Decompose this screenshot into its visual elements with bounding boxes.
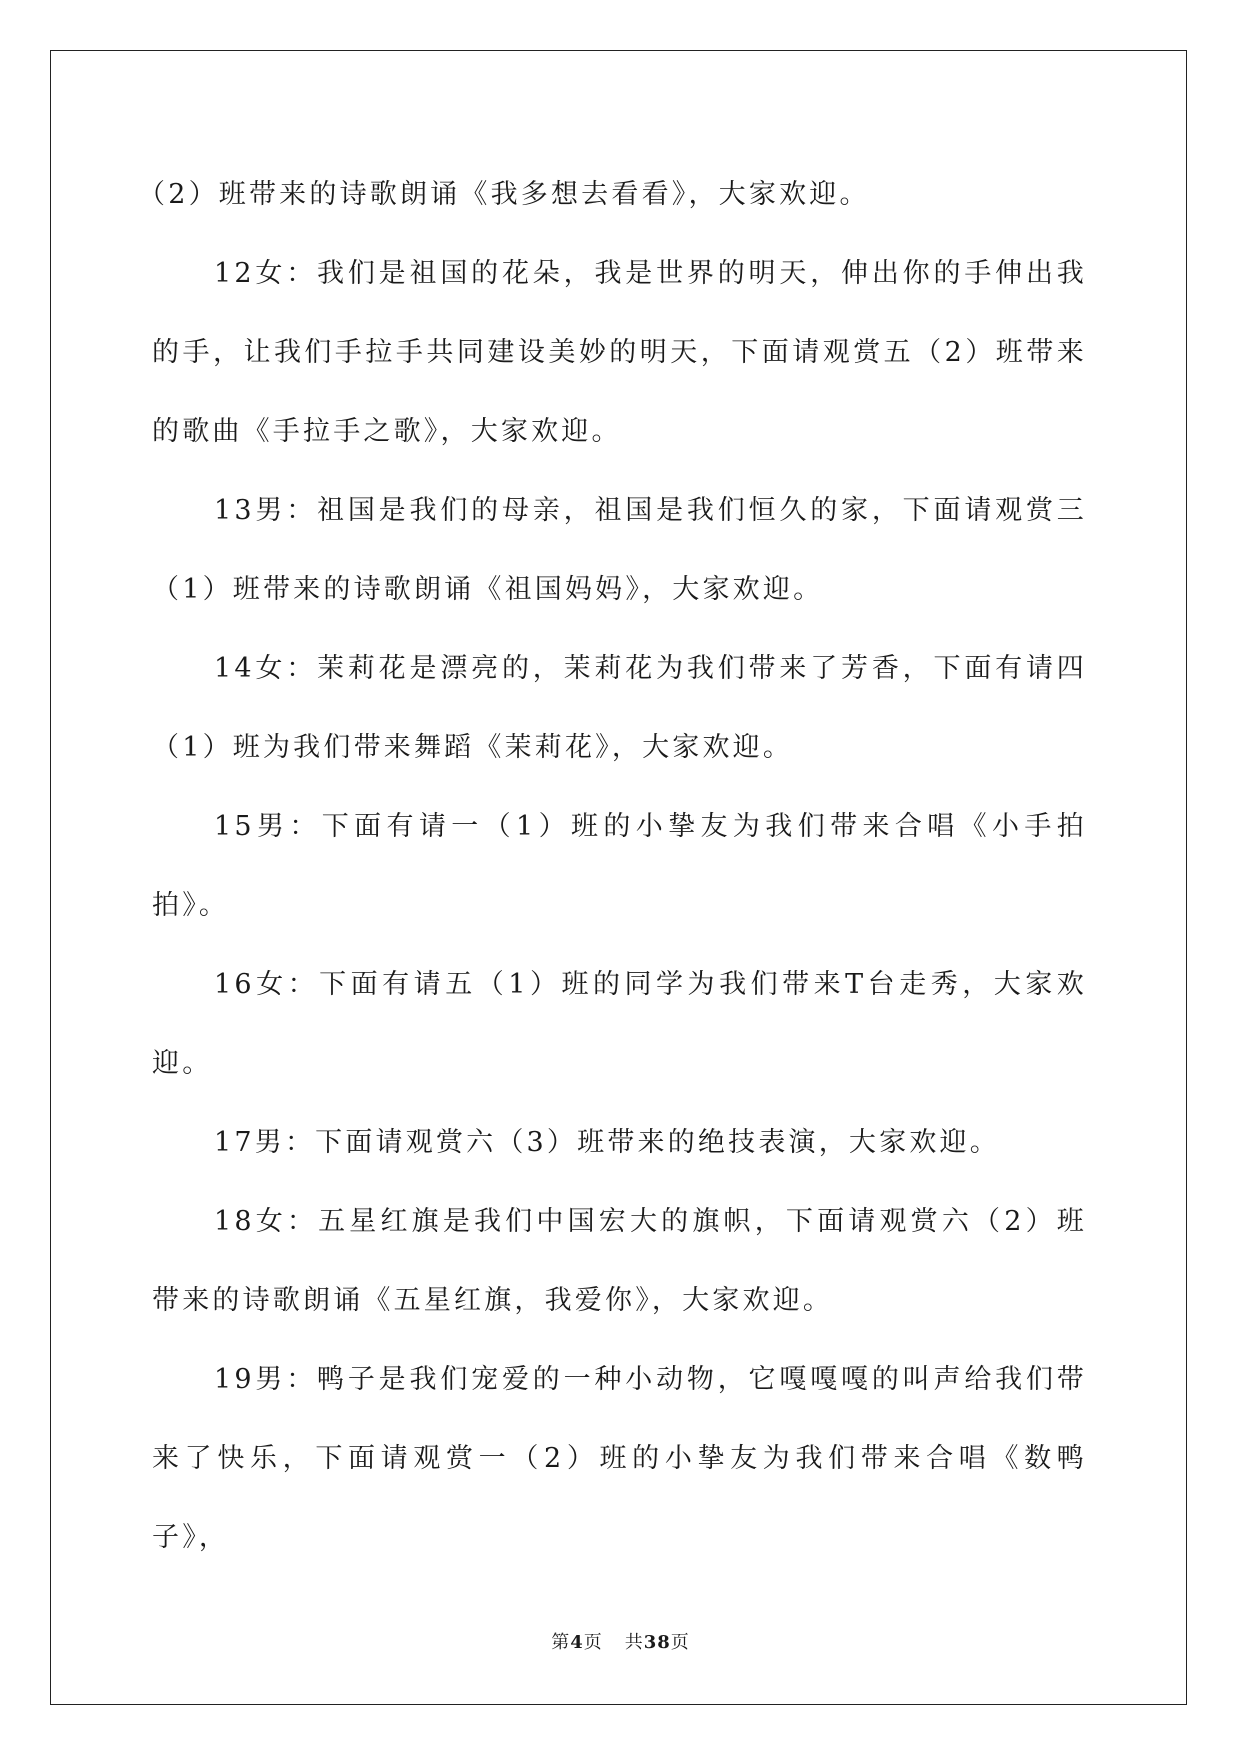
total-pages: 38 [643, 1632, 671, 1653]
paragraph-3: 13男：祖国是我们的母亲，祖国是我们恒久的家，下面请观赏三（1）班带来的诗歌朗诵《祖国妈妈》，大家欢迎。 [152, 495, 1087, 605]
page-footer [0, 1628, 1241, 1654]
total-prefix: 共 [624, 1632, 644, 1653]
paragraph-2: 12女：我们是祖国的花朵，我是世界的明天，伸出你的手伸出我的手，让我们手拉手共同建设美妙的明天，下面请观赏五（2）班带来的歌曲《手拉手之歌》，大家欢迎。 [152, 258, 1087, 447]
page-suffix: 页 [583, 1632, 603, 1653]
paragraph-1: （2）班带来的诗歌朗诵《我多想去看看》，大家欢迎。 [138, 179, 870, 210]
total-suffix: 页 [670, 1632, 690, 1653]
paragraph-9: 19男：鸭子是我们宠爱的一种小动物，它嘎嘎嘎的叫声给我们带来了快乐，下面请观赏一（2）班的小挚友为我们带来合唱《数鸭子》， [152, 1364, 1087, 1553]
paragraph-4: 14女：茉莉花是漂亮的，茉莉花为我们带来了芳香，下面有请四（1）班为我们带来舞蹈《茉莉花》，大家欢迎。 [152, 653, 1087, 763]
paragraph-6: 16女：下面有请五（1）班的同学为我们带来T台走秀，大家欢迎。 [152, 969, 1087, 1079]
document-body [138, 155, 1087, 1577]
page-prefix: 第 [551, 1632, 571, 1653]
page-number: 4 [570, 1632, 584, 1653]
paragraph-5: 15男：下面有请一（1）班的小挚友为我们带来合唱《小手拍拍》。 [152, 811, 1087, 921]
paragraph-8: 18女：五星红旗是我们中国宏大的旗帜，下面请观赏六（2）班带来的诗歌朗诵《五星红旗，我爱你》，大家欢迎。 [152, 1206, 1087, 1316]
paragraph-7: 17男：下面请观赏六（3）班带来的绝技表演，大家欢迎。 [214, 1127, 1000, 1158]
